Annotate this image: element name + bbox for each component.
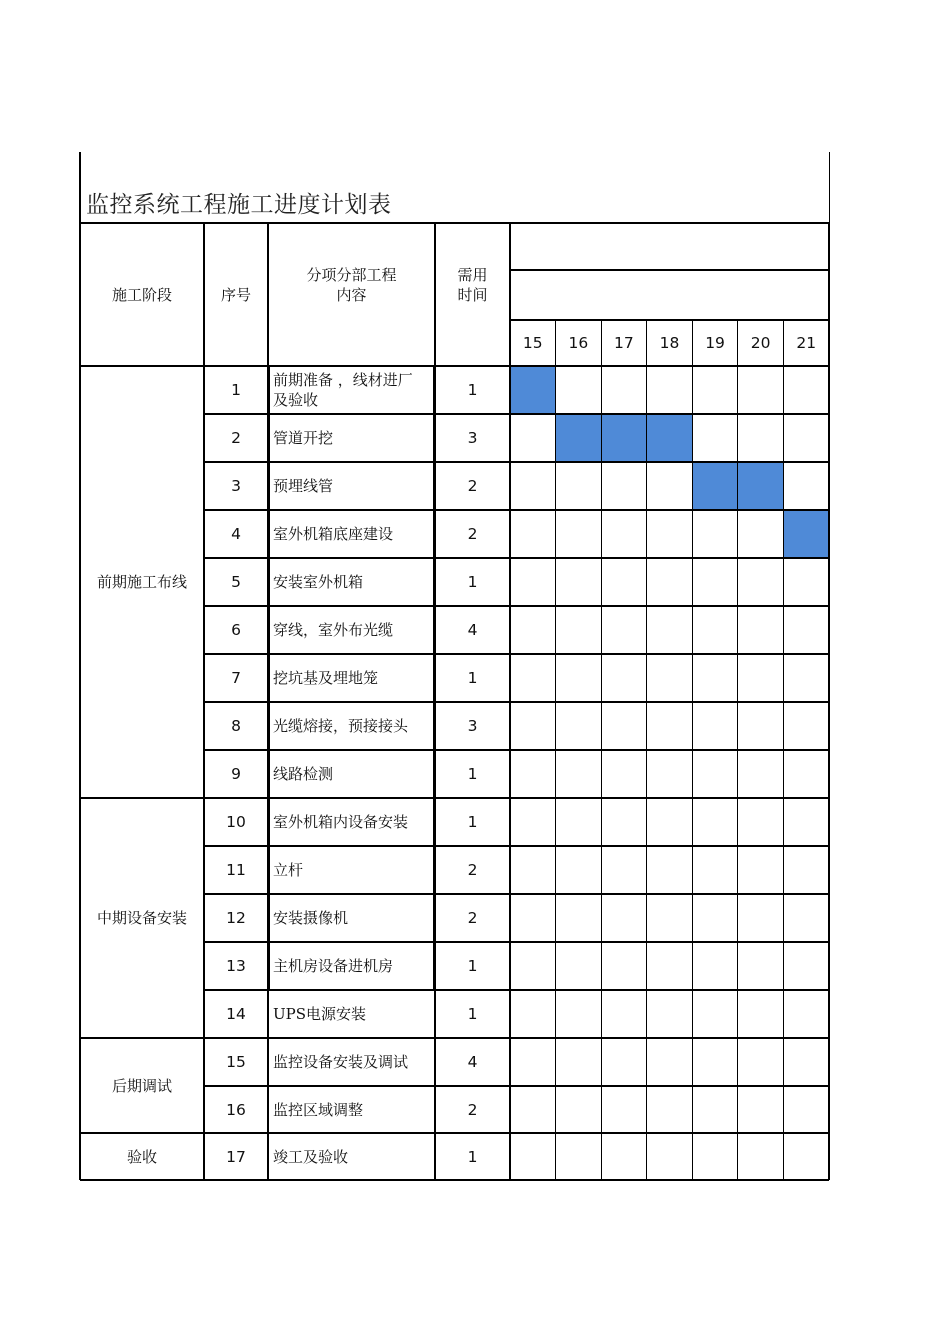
task-seq: 5 — [231, 573, 241, 591]
task-content-text — [273, 524, 393, 544]
header-duration — [435, 213, 510, 356]
task-duration: 1 — [467, 765, 478, 783]
schedule-bar — [647, 414, 693, 462]
task-content-text — [273, 764, 333, 784]
task-duration: 1 — [467, 1005, 478, 1023]
task-content-text — [273, 1004, 366, 1024]
day-header: 21 — [796, 334, 817, 352]
task-seq: 13 — [226, 957, 246, 975]
task-seq: 7 — [231, 669, 241, 687]
header-content-line: 分项分部工程 — [306, 265, 397, 284]
seq-column-border — [203, 223, 205, 1180]
task-duration: 1 — [467, 1147, 478, 1166]
task-seq: 11 — [226, 861, 246, 879]
task-content-line: 监控设备安装及调试 — [273, 1053, 409, 1071]
content-box-border — [268, 413, 435, 416]
task-seq: 12 — [226, 909, 246, 927]
stage-border — [80, 1179, 204, 1181]
task-duration: 2 — [467, 477, 478, 495]
task-content-text — [273, 370, 413, 410]
header-stage: 施工阶段 — [111, 285, 172, 304]
task-content — [268, 462, 435, 510]
page-title: 监控系统工程施工进度计划表 — [86, 192, 392, 218]
task-duration: 1 — [467, 669, 478, 687]
task-duration: 2 — [467, 1100, 478, 1119]
content-box-border — [268, 701, 435, 704]
row-border — [204, 1037, 829, 1039]
task-content-line: UPS电源安装 — [273, 1005, 367, 1023]
task-duration: 2 — [467, 861, 478, 879]
stage-label: 验收 — [126, 1147, 157, 1166]
task-content-text — [273, 956, 393, 976]
header-duration-line: 时间 — [457, 285, 488, 304]
day-header: 18 — [659, 334, 680, 352]
task-content-text — [273, 1100, 363, 1120]
content-box-border — [268, 557, 435, 560]
task-content — [268, 894, 435, 942]
task-content-line: 室外机箱内设备安装 — [273, 813, 409, 831]
day-header: 15 — [522, 334, 543, 352]
schedule-bar — [556, 414, 602, 462]
task-seq: 17 — [226, 1147, 246, 1166]
content-box-border — [268, 653, 435, 656]
task-content-line: 光缆熔接，预接接头 — [273, 717, 409, 735]
day-column-border — [783, 320, 784, 1180]
task-seq: 9 — [231, 765, 241, 783]
task-duration: 1 — [467, 573, 478, 591]
day-column-border — [601, 320, 602, 1180]
task-duration: 1 — [467, 813, 478, 831]
task-content-text — [273, 668, 378, 688]
content-box-border — [268, 797, 435, 800]
day-column-border — [555, 320, 556, 1180]
task-content-line: 管道开挖 — [273, 429, 334, 447]
days-column-border — [509, 223, 510, 1180]
task-content-line: 安装室外机箱 — [273, 573, 364, 591]
content-box-border — [268, 509, 435, 512]
schedule-bar — [692, 462, 738, 510]
task-content-line: 挖坑基及埋地笼 — [273, 669, 379, 687]
task-content — [268, 558, 435, 606]
task-seq: 8 — [231, 717, 241, 735]
task-content — [268, 942, 435, 990]
task-seq: 14 — [226, 1005, 246, 1023]
task-content — [268, 414, 435, 462]
task-content — [268, 606, 435, 654]
content-box-border — [268, 989, 435, 992]
task-duration: 2 — [467, 525, 478, 543]
header-content — [268, 213, 435, 356]
task-content-line: 前期准备 ，线材进厂 — [273, 371, 413, 389]
task-content-line: 立杆 — [273, 861, 304, 879]
schedule-bar — [510, 366, 556, 414]
task-seq: 3 — [231, 477, 241, 495]
task-duration: 4 — [467, 1053, 478, 1071]
content-box-border — [268, 893, 435, 896]
task-content — [268, 702, 435, 750]
task-content — [268, 1038, 435, 1086]
stage-label: 后期调试 — [111, 1076, 172, 1095]
table-left-border — [79, 223, 81, 1180]
task-content — [268, 798, 435, 846]
task-content — [268, 510, 435, 558]
sheet-left-border — [79, 152, 80, 223]
task-content-line: 安装摄像机 — [273, 909, 349, 927]
task-seq: 16 — [226, 1100, 246, 1119]
task-content — [268, 990, 435, 1038]
task-content-line: 竣工及验收 — [273, 1147, 349, 1166]
header-mid-border — [510, 269, 829, 270]
header-duration-line: 需用 — [457, 265, 488, 284]
task-duration: 3 — [467, 717, 478, 735]
task-content-text — [273, 572, 363, 592]
task-content-line: 预埋线管 — [273, 477, 334, 495]
task-content-text — [273, 620, 393, 640]
task-content-text — [273, 716, 408, 736]
row-border — [204, 1085, 829, 1087]
header-seq: 序号 — [220, 285, 251, 304]
task-content-text — [273, 1052, 408, 1072]
table-right-border — [828, 223, 830, 1180]
stage-label: 中期设备安装 — [96, 909, 187, 927]
task-seq: 6 — [231, 621, 241, 639]
task-content-text — [273, 428, 333, 448]
task-content-text — [273, 860, 303, 880]
task-duration: 1 — [467, 957, 478, 975]
task-duration: 4 — [467, 621, 478, 639]
task-content-line: 及验收 — [273, 391, 319, 409]
task-content-text — [273, 1147, 348, 1167]
task-content-line: 主机房设备进机房 — [273, 957, 394, 975]
row-border — [204, 1132, 829, 1134]
task-content — [268, 1086, 435, 1133]
day-header: 16 — [568, 334, 589, 352]
task-duration: 1 — [467, 381, 478, 399]
day-column-border — [692, 320, 693, 1180]
content-box-border — [268, 605, 435, 608]
content-box-border — [268, 845, 435, 848]
day-header: 19 — [705, 334, 725, 352]
task-seq: 10 — [226, 813, 246, 831]
content-box-border — [433, 366, 436, 990]
content-box-border — [268, 749, 435, 752]
row-border — [204, 1179, 829, 1181]
task-content-text — [273, 476, 333, 496]
task-seq: 15 — [226, 1053, 246, 1071]
task-content — [268, 846, 435, 894]
task-content-text — [273, 812, 408, 832]
schedule-bar — [738, 462, 784, 510]
task-content-text — [273, 908, 348, 928]
task-content — [268, 366, 435, 414]
task-content-line: 穿线，室外布光缆 — [273, 621, 394, 639]
content-box-border — [268, 461, 435, 464]
task-content — [268, 750, 435, 798]
stage-label: 前期施工布线 — [96, 573, 187, 591]
day-column-border — [737, 320, 738, 1180]
content-box-border — [268, 365, 435, 368]
task-content-line: 线路检测 — [273, 765, 334, 783]
task-seq: 1 — [231, 381, 241, 399]
task-duration: 3 — [467, 429, 478, 447]
task-content-line: 监控区域调整 — [273, 1100, 364, 1119]
content-box-border — [268, 366, 271, 990]
schedule-bar — [783, 510, 829, 558]
sheet-right-border — [829, 152, 830, 223]
task-content — [268, 654, 435, 702]
day-column-border — [646, 320, 647, 1180]
schedule-bar — [601, 414, 647, 462]
day-header: 17 — [614, 334, 634, 352]
task-seq: 4 — [231, 525, 241, 543]
content-box-border — [268, 941, 435, 944]
task-content — [268, 1133, 435, 1180]
day-header: 20 — [750, 334, 771, 352]
header-content-line: 内容 — [336, 285, 367, 304]
task-duration: 2 — [467, 909, 478, 927]
task-content-line: 室外机箱底座建设 — [273, 525, 394, 543]
task-seq: 2 — [231, 429, 241, 447]
